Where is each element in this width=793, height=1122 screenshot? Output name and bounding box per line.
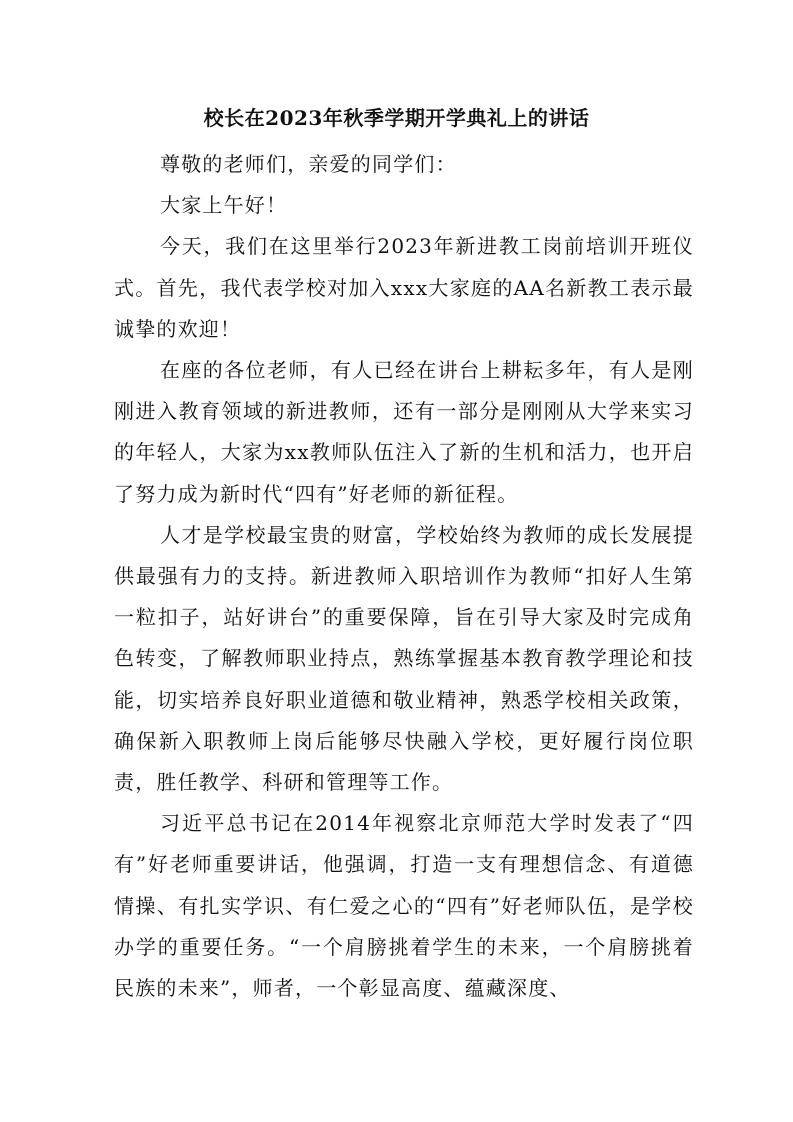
paragraph-greeting: 大家上午好！ [160,193,288,218]
document-body [114,144,694,1009]
paragraph-salutation: 尊敬的老师们，亲爱的同学们： [160,152,457,176]
paragraph-talent: 人才是学校最宝贵的财富，学校始终为教师的成长发展提供最强有力的支持。新进教师入职培训作为教师“扣好人生第一粒扣子，站好讲台”的重要保障，旨在引导大家及时完成角色转变，了解教师职业持点，熟练掌握基本教育教学理论和技能，切实培养良好职业道德和敬业精神，熟悉学校相关政策，确保新入职教师上岗后能够尽快融入学校，更好履行岗位职责，胜任教学、科研和管理等工作。 [114,522,694,795]
paragraph-welcome: 今天，我们在这里举行2023年新进教工岗前培训开班仪式。首先，我代表学校对加入xxx大家庭的AA名新教工表示最诚挚的欢迎！ [114,234,694,341]
paragraph-four-haves: 习近平总书记在2014年视察北京师范大学时发表了“四有”好老师重要讲话，他强调，打造一支有理想信念、有道德情操、有扎实学识、有仁爱之心的“四有”好老师队伍，是学校办学的重要任务。“一个肩膀挑着学生的未来，一个肩膀挑着民族的未来”，师者，一个彰显高度、蕴藏深度、 [114,811,694,1001]
document-title: 校长在2023年秋季学期开学典礼上的讲话 [203,106,590,130]
paragraph-teachers: 在座的各位老师，有人已经在讲台上耕耘多年，有人是刚刚进入教育领域的新进教师，还有一部分是刚刚从大学来实习的年轻人，大家为xx教师队伍注入了新的生机和活力，也开启了努力成为新时代“四有”好老师的新征程。 [114,358,694,506]
